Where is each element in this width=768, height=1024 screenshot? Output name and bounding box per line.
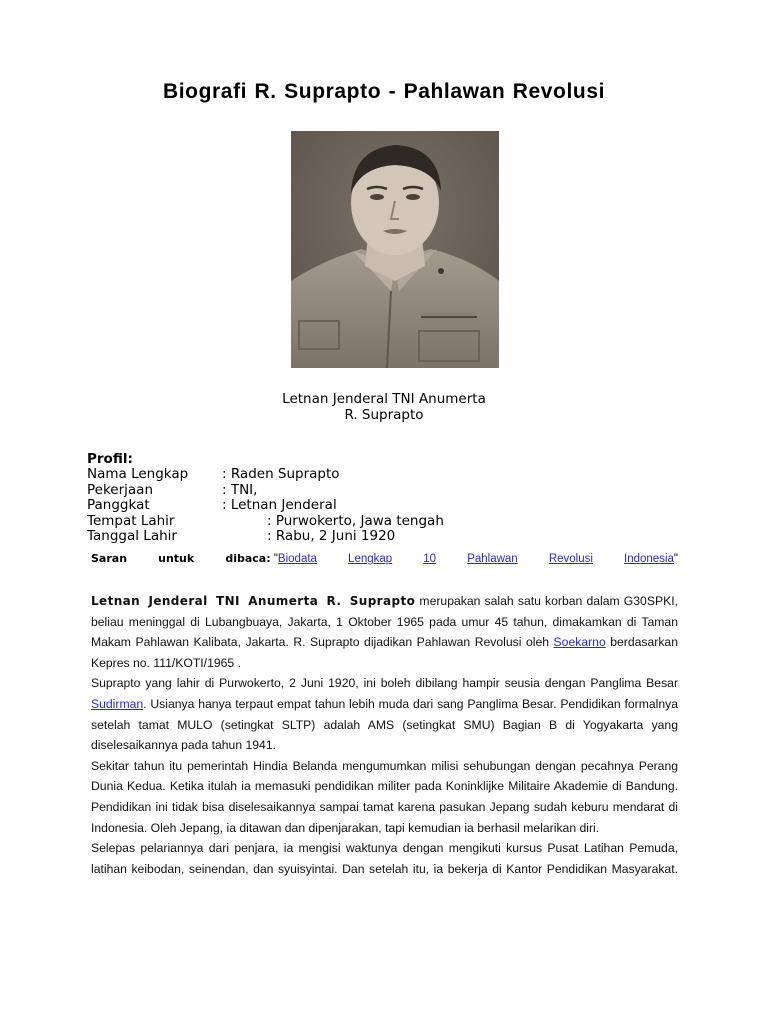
saran-word: dibaca: [225, 552, 271, 565]
profile-value: : Raden Suprapto [222, 466, 340, 483]
quote-open: " [273, 553, 278, 565]
paragraph-text: . Usianya hanya terpaut empat tahun lebih muda dari sang Panglima Besar. Pendidikan formalnya setelah tamat MULO (setingkat SLTP) adalah AMS (setingkat SMU) Bagian B di Yogyakarta yang diselesaikannya pada tahun 1941. [91, 696, 678, 753]
profile-label: Panggkat [87, 497, 150, 514]
saran-word: Saran [91, 552, 128, 565]
profile-label: Tanggal Lahir [87, 527, 177, 544]
soekarno-link[interactable]: Soekarno [553, 635, 606, 650]
profile-row-pangkat [87, 497, 337, 514]
paragraph-lead: Letnan Jenderal TNI Anumerta R. Suprapto [91, 594, 416, 608]
paragraph-1 [91, 591, 678, 673]
recommended-link[interactable]: 10 [423, 553, 437, 565]
recommended-link[interactable]: Lengkap [348, 553, 393, 565]
paragraph-4: Selepas pelariannya dari penjara, ia mengisi waktunya dengan mengikuti kursus Pusat Latihan Pemuda, latihan keibodan, seinendan, dan syuisyintai. Dan setelah itu, ia bekerja di Kantor Pendidikan Masyarakat. [91, 841, 678, 876]
profile-row-tempat-lahir [87, 512, 444, 529]
portrait-photo [291, 131, 499, 368]
recommended-link[interactable]: Indonesia [624, 553, 674, 565]
paragraph-text: merupakan salah satu korban dalam G30SPKI, beliau meninggal di Lubangbuaya, Jakarta, 1 Oktober 1965 pada umur 45 tahun, dimakamkan di Taman Makam Pahlawan Kalibata, Jakarta. R. Suprapto dijadikan Pahlawan Revolusi oleh [91, 594, 678, 650]
recommended-link[interactable]: Revolusi [548, 553, 593, 565]
sudirman-link[interactable]: Sudirman [91, 696, 144, 711]
photo-caption [0, 391, 768, 423]
profile-label: Tempat Lahir [87, 512, 175, 529]
document-title: Biografi R. Suprapto - Pahlawan Revolusi [162, 80, 606, 103]
recommended-reading [91, 551, 678, 567]
recommended-link[interactable]: Biodata [277, 553, 317, 565]
profile-row-pekerjaan [87, 481, 258, 498]
profile-row-tanggal-lahir [87, 527, 396, 544]
portrait-image [291, 131, 499, 368]
paragraph-text: berdasarkan Kepres no. 111/KOTI/1965 . [91, 635, 678, 670]
profile-value: : TNI, [222, 481, 258, 498]
link-end-group [624, 551, 678, 567]
profile-row-nama [87, 466, 340, 483]
paragraph-text: Suprapto yang lahir di Purwokerto, 2 Juni 1920, ini boleh dibilang hampir seusia dengan Panglima Besar [91, 676, 678, 691]
caption-rank: Letnan Jenderal TNI Anumerta [282, 391, 486, 407]
saran-word: untuk [158, 552, 195, 565]
recommended-link[interactable]: Pahlawan [467, 553, 518, 565]
profile-heading: Profil: [87, 451, 133, 467]
profile-value: : Letnan Jenderal [222, 497, 337, 514]
paragraph-2 [91, 673, 678, 755]
caption-name: R. Suprapto [344, 407, 424, 423]
profile-value: : Rabu, 2 Juni 1920 [267, 527, 396, 544]
biography-body [91, 591, 678, 879]
paragraph-3: Sekitar tahun itu pemerintah Hindia Belanda mengumumkan milisi sehubungan dengan pecahnya Perang Dunia Kedua. Ketika itulah ia memasuki pendidikan militer pada Koninklijke Militaire Akademie di Bandung. Pendidikan ini tidak bisa diselesaikannya sampai tamat karena pasukan Jepang sudah keburu mendarat di Indonesia. Oleh Jepang, ia ditawan dan dipenjarakan, tapi kemudian ia berhasil melarikan diri. [91, 758, 678, 835]
profile-value: : Purwokerto, Jawa tengah [267, 512, 444, 529]
saran-label-group [225, 551, 317, 567]
profile-section [87, 451, 444, 544]
quote-close: " [673, 553, 678, 565]
profile-label: Pekerjaan [87, 481, 154, 498]
profile-label: Nama Lengkap [87, 466, 189, 483]
